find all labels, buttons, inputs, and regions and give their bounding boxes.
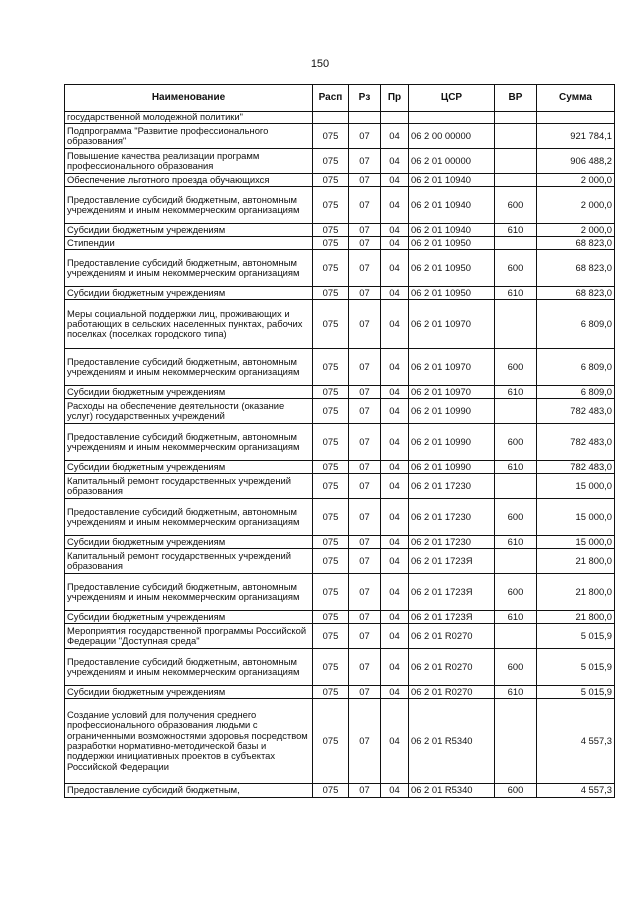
row-csr: 06 2 01 R0270 — [409, 624, 495, 649]
row-csr: 06 2 01 R5340 — [409, 699, 495, 784]
row-pr: 04 — [381, 624, 409, 649]
row-csr: 06 2 01 10950 — [409, 287, 495, 300]
row-sum: 2 000,0 — [537, 187, 615, 224]
row-vr — [495, 149, 537, 174]
row-csr: 06 2 01 R5340 — [409, 784, 495, 798]
row-pr: 04 — [381, 287, 409, 300]
row-name: Стипендии — [65, 237, 313, 250]
row-name: Предоставление субсидий бюджетным, автономным учреждениям и иным некоммерческим организациям — [65, 424, 313, 461]
row-rasp: 075 — [313, 149, 349, 174]
row-csr: 06 2 01 10990 — [409, 424, 495, 461]
row-rz: 07 — [349, 549, 381, 574]
table-row — [65, 574, 615, 611]
row-name: Расходы на обеспечение деятельности (оказание услуг) государственных учреждений — [65, 399, 313, 424]
table-row — [65, 499, 615, 536]
table-row — [65, 250, 615, 287]
row-rz: 07 — [349, 300, 381, 349]
row-rz: 07 — [349, 124, 381, 149]
row-csr: 06 2 00 00000 — [409, 124, 495, 149]
row-csr: 06 2 01 1723Я — [409, 574, 495, 611]
row-pr: 04 — [381, 649, 409, 686]
row-name: Предоставление субсидий бюджетным, автономным учреждениям и иным некоммерческим организациям — [65, 250, 313, 287]
row-vr: 600 — [495, 187, 537, 224]
row-sum: 15 000,0 — [537, 499, 615, 536]
table-row — [65, 399, 615, 424]
table-row — [65, 474, 615, 499]
row-vr — [495, 112, 537, 124]
table-row — [65, 424, 615, 461]
row-pr: 04 — [381, 574, 409, 611]
row-pr: 04 — [381, 424, 409, 461]
row-pr: 04 — [381, 124, 409, 149]
row-rz: 07 — [349, 287, 381, 300]
row-name: Предоставление субсидий бюджетным, автономным учреждениям и иным некоммерческим организациям — [65, 349, 313, 386]
row-rasp: 075 — [313, 536, 349, 549]
row-name: Повышение качества реализации программ профессионального образования — [65, 149, 313, 174]
table-row — [65, 649, 615, 686]
table-row — [65, 237, 615, 250]
row-name: Предоставление субсидий бюджетным, автономным учреждениям и иным некоммерческим организациям — [65, 649, 313, 686]
row-name: Предоставление субсидий бюджетным, — [65, 784, 313, 798]
row-name: Мероприятия государственной программы Российской Федерации "Доступная среда" — [65, 624, 313, 649]
row-vr — [495, 474, 537, 499]
row-csr: 06 2 01 1723Я — [409, 549, 495, 574]
row-rasp: 075 — [313, 461, 349, 474]
row-csr: 06 2 01 R0270 — [409, 649, 495, 686]
row-csr: 06 2 01 10970 — [409, 349, 495, 386]
row-rasp: 075 — [313, 474, 349, 499]
row-pr: 04 — [381, 611, 409, 624]
row-pr: 04 — [381, 250, 409, 287]
table-row — [65, 549, 615, 574]
table-row — [65, 349, 615, 386]
row-csr: 06 2 01 17230 — [409, 474, 495, 499]
row-csr: 06 2 01 10970 — [409, 300, 495, 349]
row-name: Обеспечение льготного проезда обучающихся — [65, 174, 313, 187]
row-sum: 5 015,9 — [537, 649, 615, 686]
row-csr: 06 2 01 R0270 — [409, 686, 495, 699]
row-vr: 610 — [495, 461, 537, 474]
table-row — [65, 124, 615, 149]
row-pr: 04 — [381, 237, 409, 250]
row-sum: 4 557,3 — [537, 699, 615, 784]
row-rasp: 075 — [313, 499, 349, 536]
row-name: Субсидии бюджетным учреждениям — [65, 461, 313, 474]
table-row — [65, 624, 615, 649]
row-csr: 06 2 01 17230 — [409, 499, 495, 536]
row-vr — [495, 624, 537, 649]
table-row — [65, 536, 615, 549]
row-rasp: 075 — [313, 174, 349, 187]
row-pr — [381, 112, 409, 124]
page-number: 150 — [310, 58, 330, 70]
table-row — [65, 784, 615, 798]
row-rasp: 075 — [313, 399, 349, 424]
row-sum: 6 809,0 — [537, 300, 615, 349]
row-name: Капитальный ремонт государственных учреждений образования — [65, 549, 313, 574]
row-vr — [495, 300, 537, 349]
row-vr — [495, 174, 537, 187]
row-sum: 15 000,0 — [537, 474, 615, 499]
row-pr: 04 — [381, 549, 409, 574]
row-rasp: 075 — [313, 574, 349, 611]
row-rz: 07 — [349, 386, 381, 399]
row-rz: 07 — [349, 611, 381, 624]
row-csr: 06 2 01 17230 — [409, 536, 495, 549]
row-pr: 04 — [381, 784, 409, 798]
table-row — [65, 149, 615, 174]
table-row — [65, 287, 615, 300]
row-pr: 04 — [381, 499, 409, 536]
row-pr: 04 — [381, 349, 409, 386]
row-name: Меры социальной поддержки лиц, проживающих и работающих в сельских населенных пунктах, рабочих поселках (поселках городского типа) — [65, 300, 313, 349]
row-vr: 610 — [495, 224, 537, 237]
row-vr: 600 — [495, 784, 537, 798]
row-csr: 06 2 01 1723Я — [409, 611, 495, 624]
row-name: Подпрограмма "Развитие профессионального образования" — [65, 124, 313, 149]
row-rasp: 075 — [313, 549, 349, 574]
row-csr: 06 2 01 10940 — [409, 187, 495, 224]
table-row — [65, 174, 615, 187]
row-name: Субсидии бюджетным учреждениям — [65, 611, 313, 624]
row-vr — [495, 237, 537, 250]
row-pr: 04 — [381, 699, 409, 784]
row-vr: 600 — [495, 574, 537, 611]
row-vr: 600 — [495, 649, 537, 686]
row-name: Субсидии бюджетным учреждениям — [65, 386, 313, 399]
row-vr: 600 — [495, 499, 537, 536]
row-pr: 04 — [381, 536, 409, 549]
row-rz — [349, 112, 381, 124]
row-csr: 06 2 01 10990 — [409, 399, 495, 424]
row-rasp: 075 — [313, 250, 349, 287]
row-name: Предоставление субсидий бюджетным, автономным учреждениям и иным некоммерческим организациям — [65, 187, 313, 224]
row-sum: 782 483,0 — [537, 399, 615, 424]
row-name: Капитальный ремонт государственных учреждений образования — [65, 474, 313, 499]
row-sum: 5 015,9 — [537, 686, 615, 699]
row-rasp — [313, 112, 349, 124]
row-rasp: 075 — [313, 699, 349, 784]
row-rasp: 075 — [313, 424, 349, 461]
header-vr: ВР — [495, 85, 537, 112]
row-sum: 6 809,0 — [537, 386, 615, 399]
table-row — [65, 187, 615, 224]
row-name: государственной молодежной политики" — [65, 112, 313, 124]
row-rz: 07 — [349, 624, 381, 649]
table-row — [65, 112, 615, 124]
row-vr — [495, 549, 537, 574]
row-pr: 04 — [381, 474, 409, 499]
row-vr — [495, 699, 537, 784]
row-pr: 04 — [381, 300, 409, 349]
row-pr: 04 — [381, 149, 409, 174]
row-rz: 07 — [349, 349, 381, 386]
row-csr: 06 2 01 10950 — [409, 250, 495, 287]
header-rasp: Расп — [313, 85, 349, 112]
row-name: Субсидии бюджетным учреждениям — [65, 224, 313, 237]
table-row — [65, 224, 615, 237]
row-sum: 21 800,0 — [537, 574, 615, 611]
row-sum: 4 557,3 — [537, 784, 615, 798]
row-sum: 15 000,0 — [537, 536, 615, 549]
row-csr — [409, 112, 495, 124]
row-sum: 6 809,0 — [537, 349, 615, 386]
row-sum: 2 000,0 — [537, 224, 615, 237]
row-rz: 07 — [349, 461, 381, 474]
row-sum: 2 000,0 — [537, 174, 615, 187]
row-vr: 600 — [495, 349, 537, 386]
row-rz: 07 — [349, 499, 381, 536]
row-rz: 07 — [349, 399, 381, 424]
row-rasp: 075 — [313, 784, 349, 798]
header-pr: Пр — [381, 85, 409, 112]
row-sum: 68 823,0 — [537, 250, 615, 287]
row-rasp: 075 — [313, 611, 349, 624]
row-csr: 06 2 01 10940 — [409, 224, 495, 237]
row-rasp: 075 — [313, 187, 349, 224]
row-csr: 06 2 01 10970 — [409, 386, 495, 399]
table-header-row — [65, 85, 615, 112]
row-rz: 07 — [349, 474, 381, 499]
row-vr: 600 — [495, 250, 537, 287]
row-vr: 610 — [495, 386, 537, 399]
row-rz: 07 — [349, 174, 381, 187]
row-rasp: 075 — [313, 386, 349, 399]
row-name: Создание условий для получения среднего профессионального образования людьми с ограниченными возможностями здоровья посредством разработки нормативно-методической базы и поддержки инициативных проектов в субъектах Российской Федерации — [65, 699, 313, 784]
row-sum: 68 823,0 — [537, 237, 615, 250]
row-rasp: 075 — [313, 237, 349, 250]
row-rz: 07 — [349, 784, 381, 798]
row-name: Предоставление субсидий бюджетным, автономным учреждениям и иным некоммерческим организациям — [65, 574, 313, 611]
header-csr: ЦСР — [409, 85, 495, 112]
row-rz: 07 — [349, 224, 381, 237]
row-pr: 04 — [381, 399, 409, 424]
row-name: Предоставление субсидий бюджетным, автономным учреждениям и иным некоммерческим организациям — [65, 499, 313, 536]
row-csr: 06 2 01 10940 — [409, 174, 495, 187]
row-rz: 07 — [349, 686, 381, 699]
row-rasp: 075 — [313, 624, 349, 649]
row-rz: 07 — [349, 149, 381, 174]
row-csr: 06 2 01 10950 — [409, 237, 495, 250]
table-row — [65, 686, 615, 699]
row-sum: 68 823,0 — [537, 287, 615, 300]
table-row — [65, 300, 615, 349]
row-rasp: 075 — [313, 300, 349, 349]
row-rz: 07 — [349, 649, 381, 686]
row-sum: 21 800,0 — [537, 549, 615, 574]
row-sum: 5 015,9 — [537, 624, 615, 649]
row-vr: 610 — [495, 611, 537, 624]
row-rasp: 075 — [313, 224, 349, 237]
row-rasp: 075 — [313, 649, 349, 686]
row-sum: 921 784,1 — [537, 124, 615, 149]
row-vr: 610 — [495, 287, 537, 300]
row-rz: 07 — [349, 237, 381, 250]
row-name: Субсидии бюджетным учреждениям — [65, 287, 313, 300]
table-row — [65, 699, 615, 784]
row-sum: 782 483,0 — [537, 424, 615, 461]
row-rz: 07 — [349, 187, 381, 224]
table-row — [65, 461, 615, 474]
row-pr: 04 — [381, 386, 409, 399]
table-row — [65, 611, 615, 624]
row-csr: 06 2 01 10990 — [409, 461, 495, 474]
table-row — [65, 386, 615, 399]
row-rz: 07 — [349, 699, 381, 784]
header-name: Наименование — [65, 85, 313, 112]
row-pr: 04 — [381, 224, 409, 237]
row-vr: 610 — [495, 686, 537, 699]
row-csr: 06 2 01 00000 — [409, 149, 495, 174]
row-sum: 782 483,0 — [537, 461, 615, 474]
row-rz: 07 — [349, 424, 381, 461]
row-name: Субсидии бюджетным учреждениям — [65, 686, 313, 699]
row-pr: 04 — [381, 187, 409, 224]
row-name: Субсидии бюджетным учреждениям — [65, 536, 313, 549]
budget-table — [64, 84, 615, 798]
row-sum: 21 800,0 — [537, 611, 615, 624]
header-sum: Сумма — [537, 85, 615, 112]
row-sum: 906 488,2 — [537, 149, 615, 174]
row-pr: 04 — [381, 686, 409, 699]
row-rasp: 075 — [313, 124, 349, 149]
row-rz: 07 — [349, 536, 381, 549]
row-vr — [495, 399, 537, 424]
row-rasp: 075 — [313, 686, 349, 699]
row-rasp: 075 — [313, 349, 349, 386]
header-rz: Рз — [349, 85, 381, 112]
row-vr — [495, 124, 537, 149]
row-rz: 07 — [349, 250, 381, 287]
row-rz: 07 — [349, 574, 381, 611]
row-pr: 04 — [381, 174, 409, 187]
row-pr: 04 — [381, 461, 409, 474]
row-rasp: 075 — [313, 287, 349, 300]
row-vr: 610 — [495, 536, 537, 549]
row-sum — [537, 112, 615, 124]
row-vr: 600 — [495, 424, 537, 461]
